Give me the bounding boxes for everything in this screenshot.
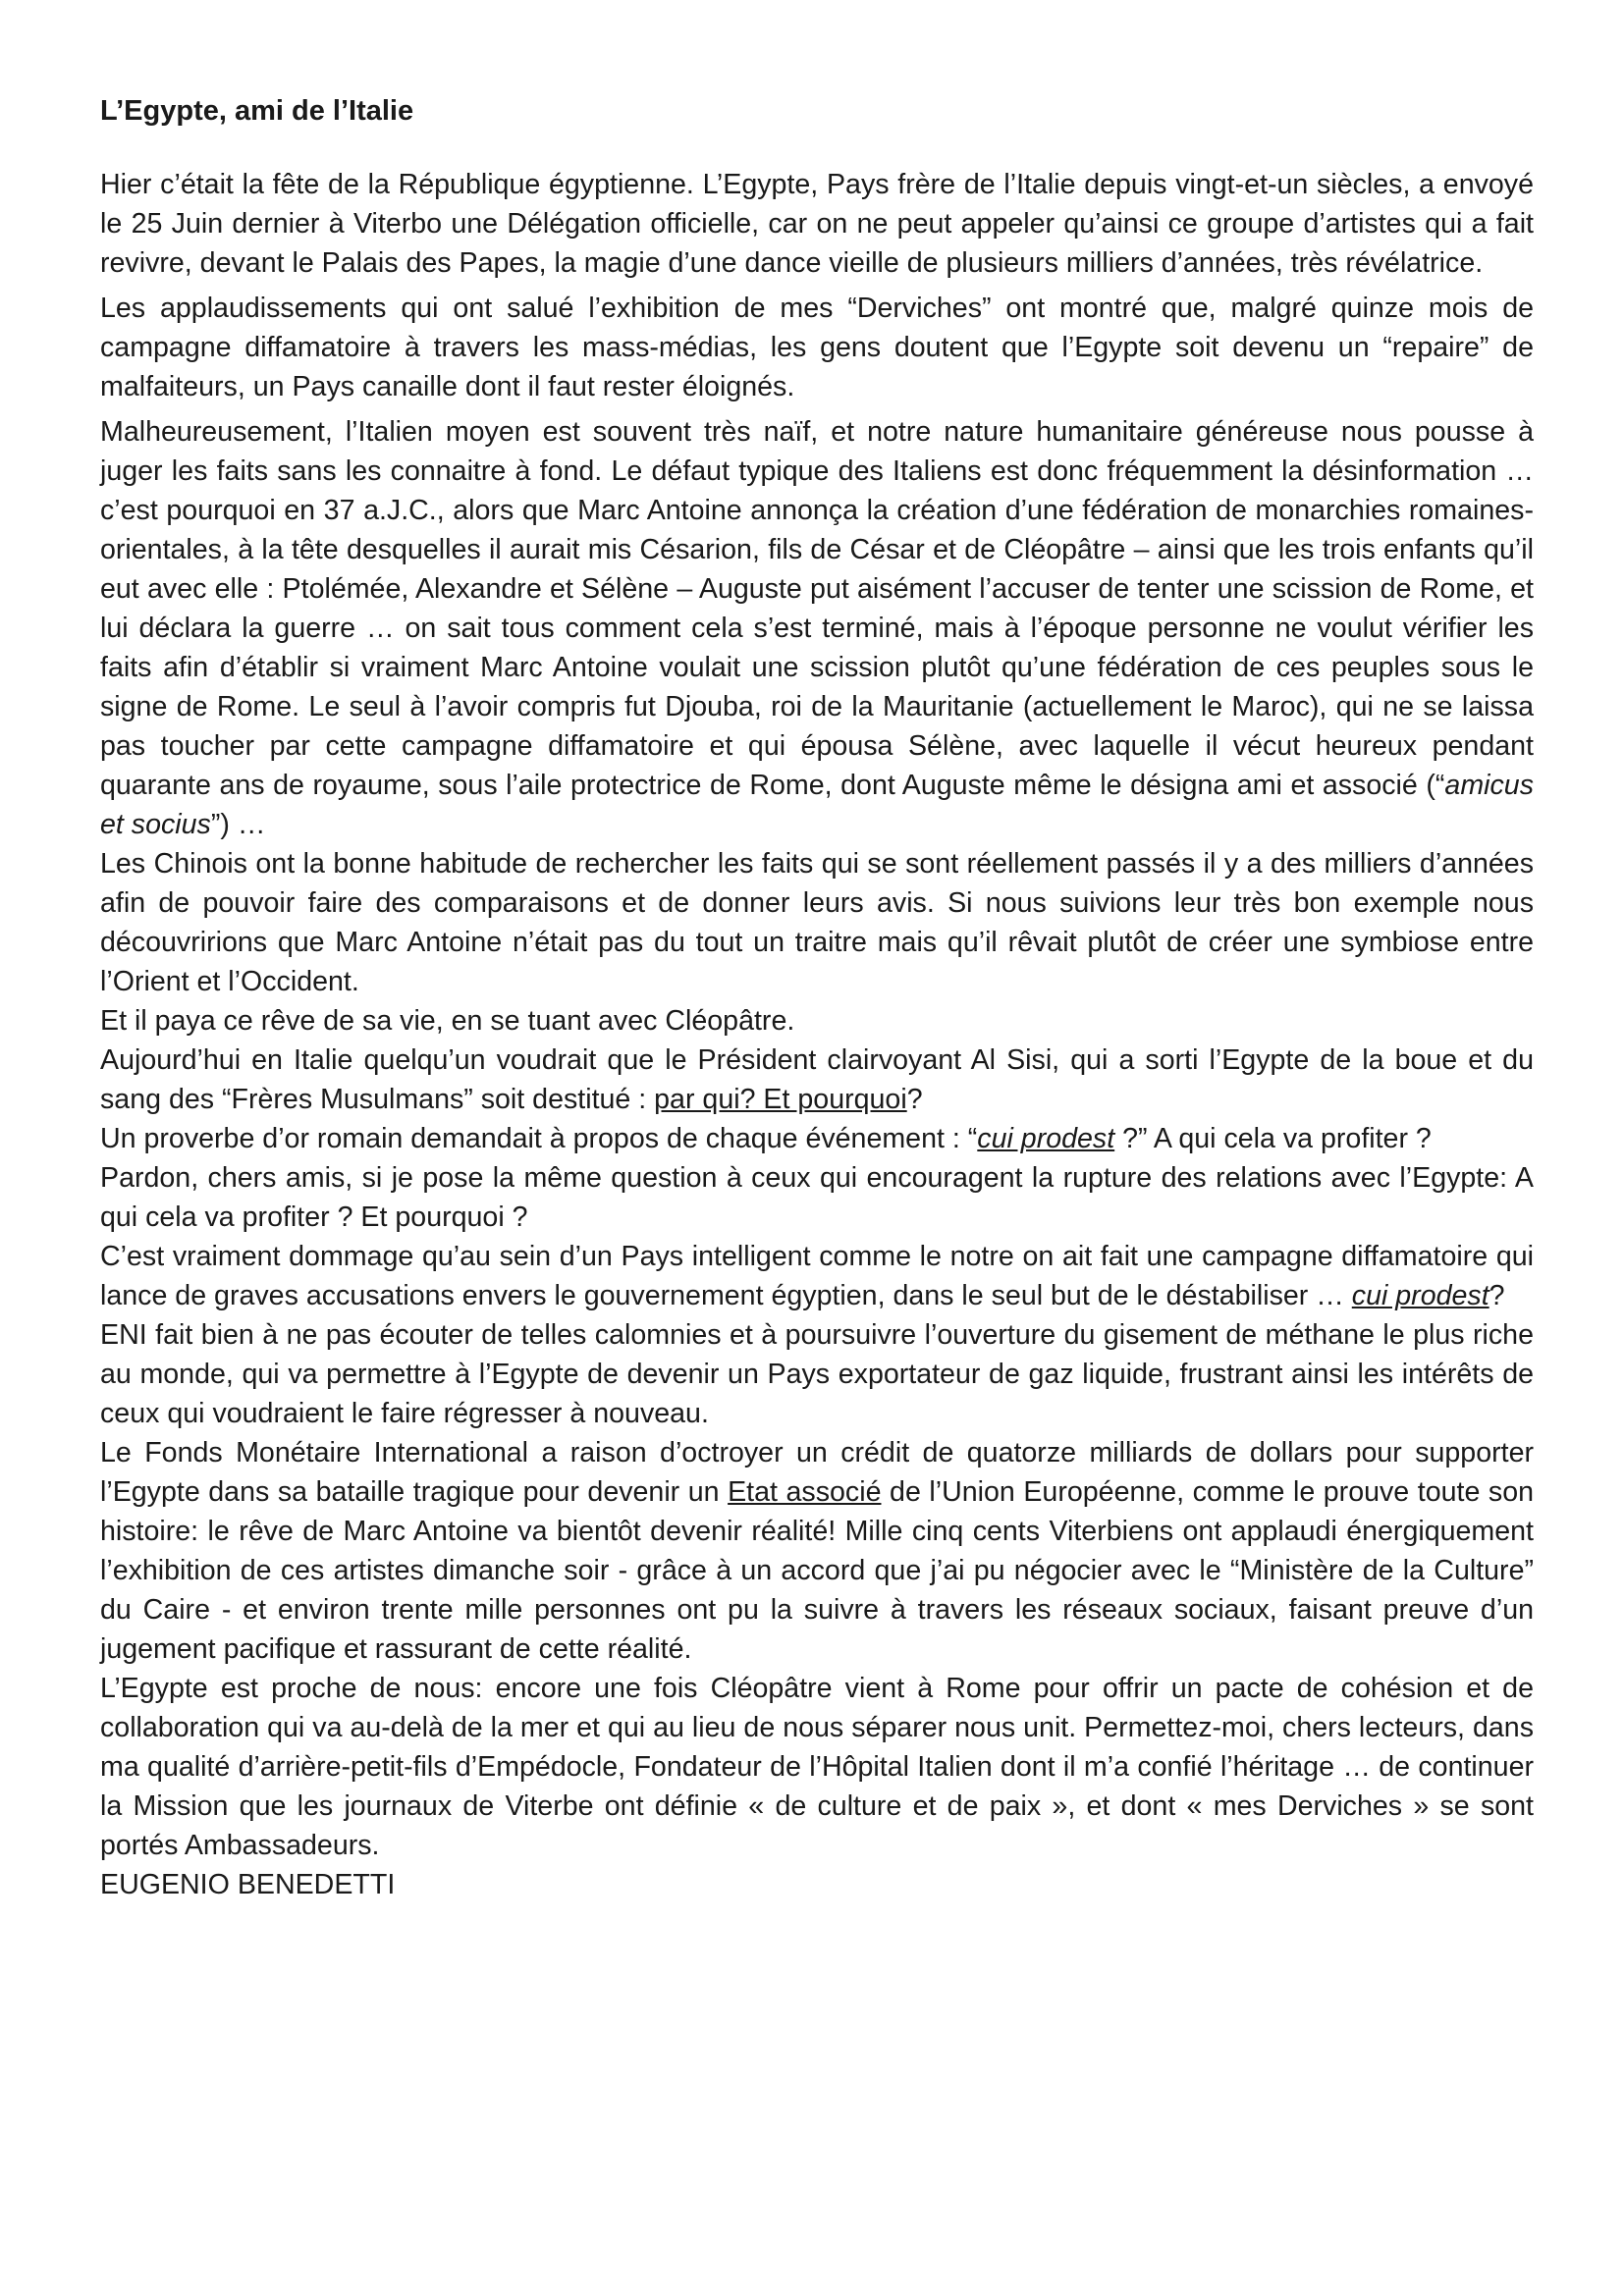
paragraph-11-text: Le Fonds Monétaire International a raison d’octroyer un crédit de quatorze milliards de dollars pour supporter l’Egypte dans sa bataille tragique pour devenir un [100,1437,1534,1508]
paragraph-12: L’Egypte est proche de nous: encore une fois Cléopâtre vient à Rome pour offrir un pacte de cohésion et de collaboration qui va au-delà de la mer et qui au lieu de nous séparer nous unit. Permettez-moi, chers lecteurs, dans ma qualité d’arrière-petit-fils d’Empédocle, Fondateur de l’Hôpital Italien dont il m’a confié l’héritage … de continuer la Mission que les journaux de Viterbe ont définie « de culture et de paix », et dont « mes Derviches » se sont portés Ambassadeurs. [100,1673,1534,1861]
paragraph-7-end: ?” A qui cela va profiter ? [1114,1123,1432,1154]
paragraph-6-text: Aujourd’hui en Italie quelqu’un voudrait que le Président clairvoyant Al Sisi, qui a sorti l’Egypte de la boue et du sang des “Frères Musulmans” soit destitué : [100,1044,1534,1115]
paragraph-3-text: Malheureusement, l’Italien moyen est souvent très naïf, et notre nature humanitaire généreuse nous pousse à juger les faits sans les connaitre à fond. Le défaut typique des Italiens est donc fréquemment la désinformation … c’est pourquoi en 37 a.J.C., alors que Marc Antoine annonça la création d’une fédération de monarchies romaines-orientales, à la tête desquelles il aurait mis Césarion, fils de César et de Cléopâtre – ainsi que les trois enfants qu’il eut avec elle : Ptolémée, Alexandre et Sélène – Auguste put aisément l’accuser de tenter une scission de Rome, et lui déclara la guerre … on sait tous comment cela s’est terminé, mais à l’époque personne ne voulut vérifier les faits afin d’établir si vraiment Marc Antoine voulait une scission plutôt qu’une fédération de ces peuples sous le signe de Rome. Le seul à l’avoir compris fut Djouba, roi de la Mauritanie (actuellement le Maroc), qui ne se laissa pas toucher par cette campagne diffamatoire et qui épousa Sélène, avec laquelle il vécut heureux pendant quarante ans de royaume, sous l’aile protectrice de Rome, dont Auguste même le désigna ami et associé (“ [100,416,1534,801]
paragraph-5: Et il paya ce rêve de sa vie, en se tuant avec Cléopâtre. [100,1005,795,1037]
paragraph-2: Les applaudissements qui ont salué l’exhibition de mes “Derviches” ont montré que, malgré quinze mois de campagne diffamatoire à travers les mass-médias, les gens doutent que l’Egypte soit devenu un “repaire” de malfaiteurs, un Pays canaille dont il faut rester éloignés. [100,293,1534,402]
underlined-phrase: par qui? Et pourquoi [654,1084,907,1115]
italic-phrase: amicus et socius [100,770,1534,840]
paragraph-3 [100,412,1534,844]
paragraph-6-end: ? [906,1084,923,1115]
paragraph-9-end: ? [1489,1280,1505,1311]
latin-phrase: cui prodest [977,1123,1115,1154]
paragraph-1: Hier c’était la fête de la République égyptienne. L’Egypte, Pays frère de l’Italie depuis vingt-et-un siècles, a envoyé le 25 Juin dernier à Viterbo une Délégation officielle, car on ne peut appeler qu’ainsi ce groupe d’artistes qui a fait revivre, devant le Palais des Papes, la magie d’une dance vieille de plusieurs milliers d’années, très révélatrice. [100,169,1534,279]
document-page [100,94,1534,1904]
paragraph-7 [100,1119,1534,1158]
paragraph-9 [100,1237,1534,1315]
paragraph-11-end: de l’Union Européenne, comme le prouve toute son histoire: le rêve de Marc Antoine va bientôt devenir réalité! Mille cinq cents Viterbiens ont applaudi énergiquement l’exhibition de ces artistes dimanche soir - grâce à un accord que j’ai pu négocier avec le “Ministère de la Culture” du Caire - et environ trente mille personnes ont pu la suivre à travers les réseaux sociaux, faisant preuve d’un jugement pacifique et rassurant de cette réalité. [100,1476,1534,1665]
paragraph-10: ENI fait bien à ne pas écouter de telles calomnies et à poursuivre l’ouverture du gisement de méthane le plus riche au monde, qui va permettre à l’Egypte de devenir un Pays exportateur de gaz liquide, frustrant ainsi les intérêts de ceux qui voudraient le faire régresser à nouveau. [100,1319,1534,1429]
paragraph-7-text: Un proverbe d’or romain demandait à propos de chaque événement : “ [100,1123,978,1154]
latin-phrase: cui prodest [1351,1280,1489,1311]
paragraph-6 [100,1041,1534,1119]
paragraph-11 [100,1433,1534,1669]
author-signature: EUGENIO BENEDETTI [100,1869,396,1900]
article-title: L’Egypte, ami de l’Italie [100,95,414,127]
paragraph-4: Les Chinois ont la bonne habitude de rechercher les faits qui se sont réellement passés il y a des milliers d’années afin de pouvoir faire des comparaisons et de donner leurs avis. Si nous suivions leur très bon exemple nous découvririons que Marc Antoine n’était pas du tout un traitre mais qu’il rêvait plutôt de créer une symbiose entre l’Orient et l’Occident. [100,848,1534,997]
paragraph-9-text: C’est vraiment dommage qu’au sein d’un Pays intelligent comme le notre on ait fait une campagne diffamatoire qui lance de graves accusations envers le gouvernement égyptien, dans le seul but de le déstabiliser … [100,1241,1534,1311]
paragraph-8: Pardon, chers amis, si je pose la même question à ceux qui encouragent la rupture des relations avec l’Egypte: A qui cela va profiter ? Et pourquoi ? [100,1162,1534,1233]
underlined-phrase: Etat associé [728,1476,882,1508]
paragraph-3-end: ”) … [210,809,266,840]
